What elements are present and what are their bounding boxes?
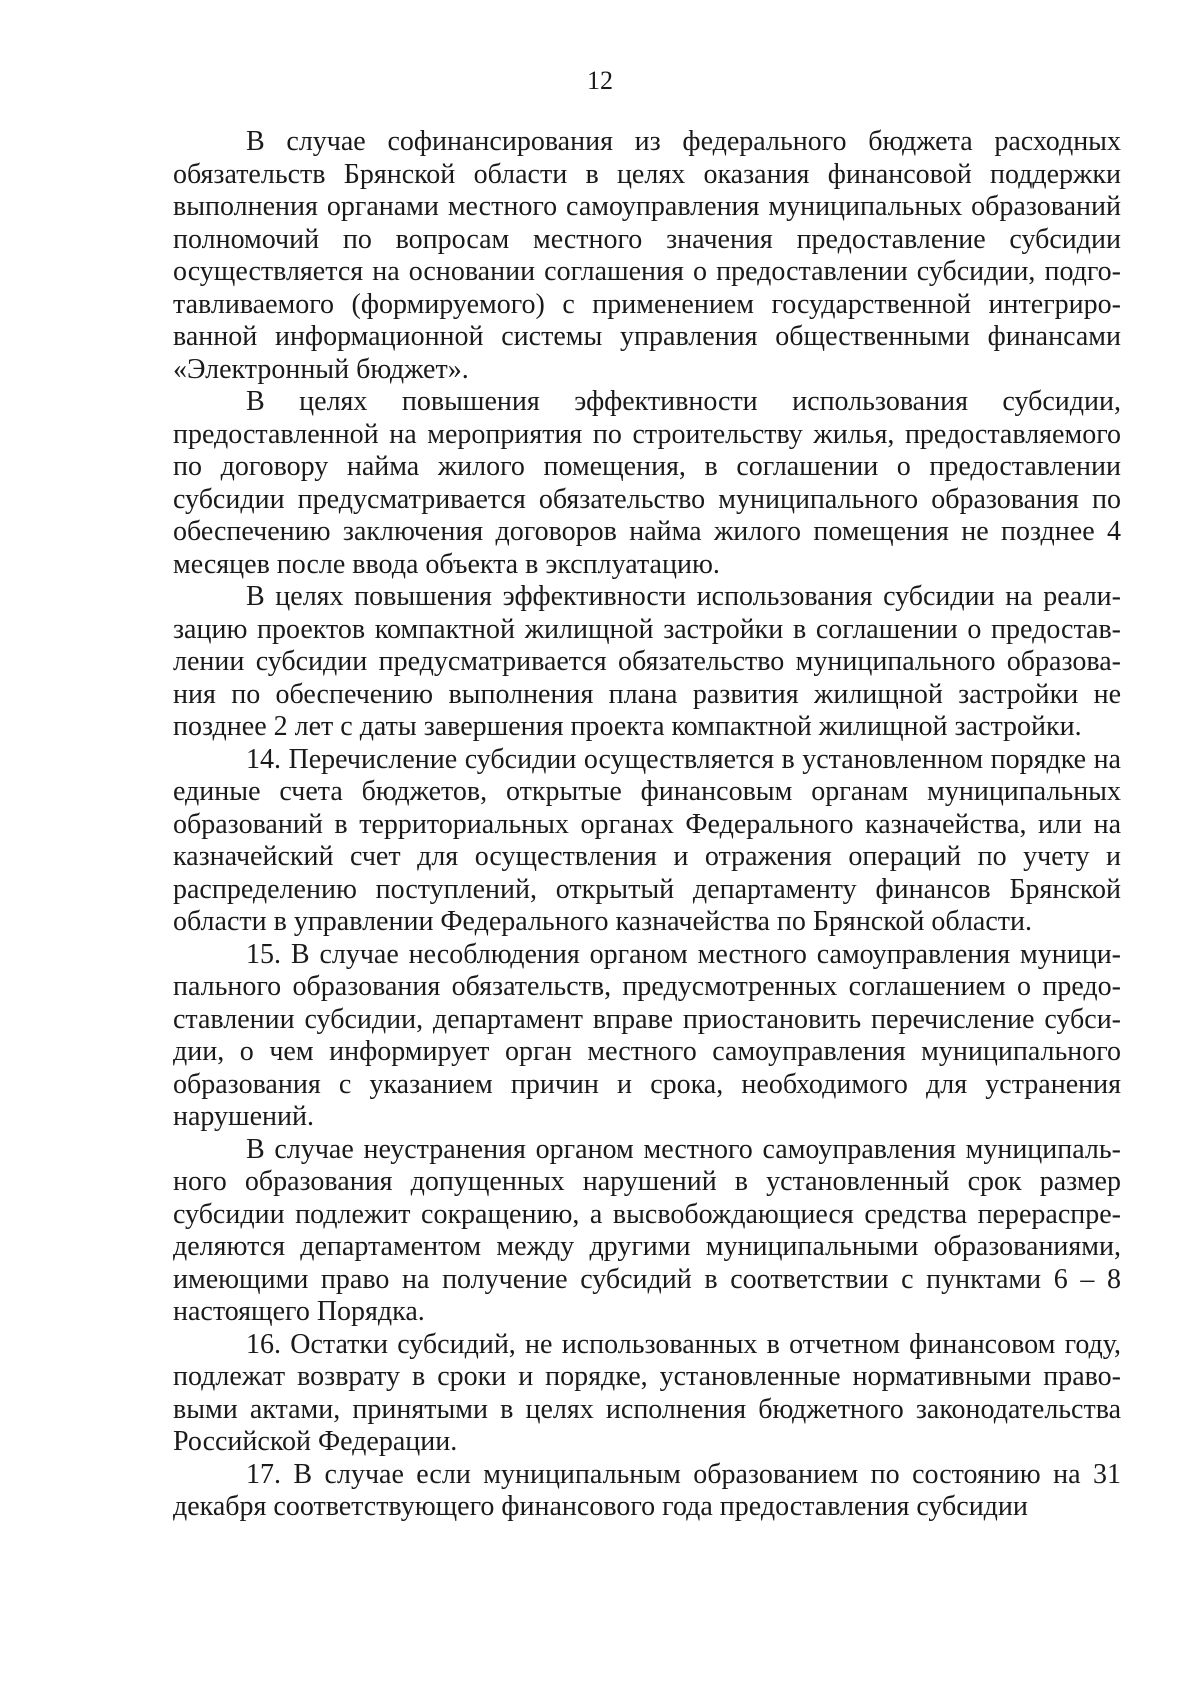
page-number: 12 <box>587 66 613 95</box>
paragraph: В случае неустранения органом местного самоуправления муниципального образования допущенных нарушений в установленный срок размер субсидии подлежит сокращению, а высвобождающиеся средства перераспределяются департаментом между другими муниципальными образованиями, имеющими право на получение субсидий в соответствии с пунктами 6 – 8 настоящего Порядка. <box>173 1133 1121 1327</box>
paragraph: 16. Остатки субсидий, не использованных в отчетном финансовом году, подлежат возврату в сроки и порядке, установленные нормативными правовыми актами, принятыми в целях исполнения бюджетного законодательства Российской Федерации. <box>173 1328 1121 1457</box>
document-body <box>173 126 1121 1524</box>
paragraph: В целях повышения эффективности использования субсидии на реализацию проектов компактной жилищной застройки в соглашении о предоставлении субсидии предусматривается обязательство муниципального образования по обеспечению выполнения плана развития жилищной застройки не позднее 2 лет с даты завершения проекта компактной жилищной застройки. <box>173 581 1121 742</box>
paragraph: В целях повышения эффективности использования субсидии, предоставленной на мероприятия по строительству жилья, предоставляемого по договору найма жилого помещения, в соглашении о предоставлении субсидии предусматривается обязательство муниципального образования по обеспечению заключения договоров найма жилого помещения не позднее 4 месяцев после ввода объекта в эксплуатацию. <box>173 386 1121 580</box>
paragraph: 14. Перечисление субсидии осуществляется в установленном порядке на единые счета бюджетов, открытые финансовым органам муниципальных образований в территориальных органах Федерального казначейства, или на казначейский счет для осуществления и отражения операций по учету и распределению поступлений, открытый департаменту финансов Брянской области в управлении Федерального казначейства по Брянской области. <box>173 743 1121 937</box>
paragraph: В случае софинансирования из федерального бюджета расходных обязательств Брянской области в целях оказания финансовой поддержки выполнения органами местного самоуправления муниципальных образований полномочий по вопросам местного значения предоставление субсидии осуществляется на основании соглашения о предоставлении субсидии, подготавливаемого (формируемого) с применением государственной интегрированной информационной системы управления общественными финансами «Электронный бюджет». <box>173 126 1121 385</box>
paragraph: 17. В случае если муниципальным образованием по состоянию на 31 декабря соответствующего финансового года предоставления субсидии <box>173 1458 1121 1522</box>
paragraph: 15. В случае несоблюдения органом местного самоуправления муниципального образования обязательств, предусмотренных соглашением о предоставлении субсидии, департамент вправе приостановить перечисление субсидии, о чем информирует орган местного самоуправления муниципального образования с указанием причин и срока, необходимого для устранения нарушений. <box>173 938 1121 1132</box>
